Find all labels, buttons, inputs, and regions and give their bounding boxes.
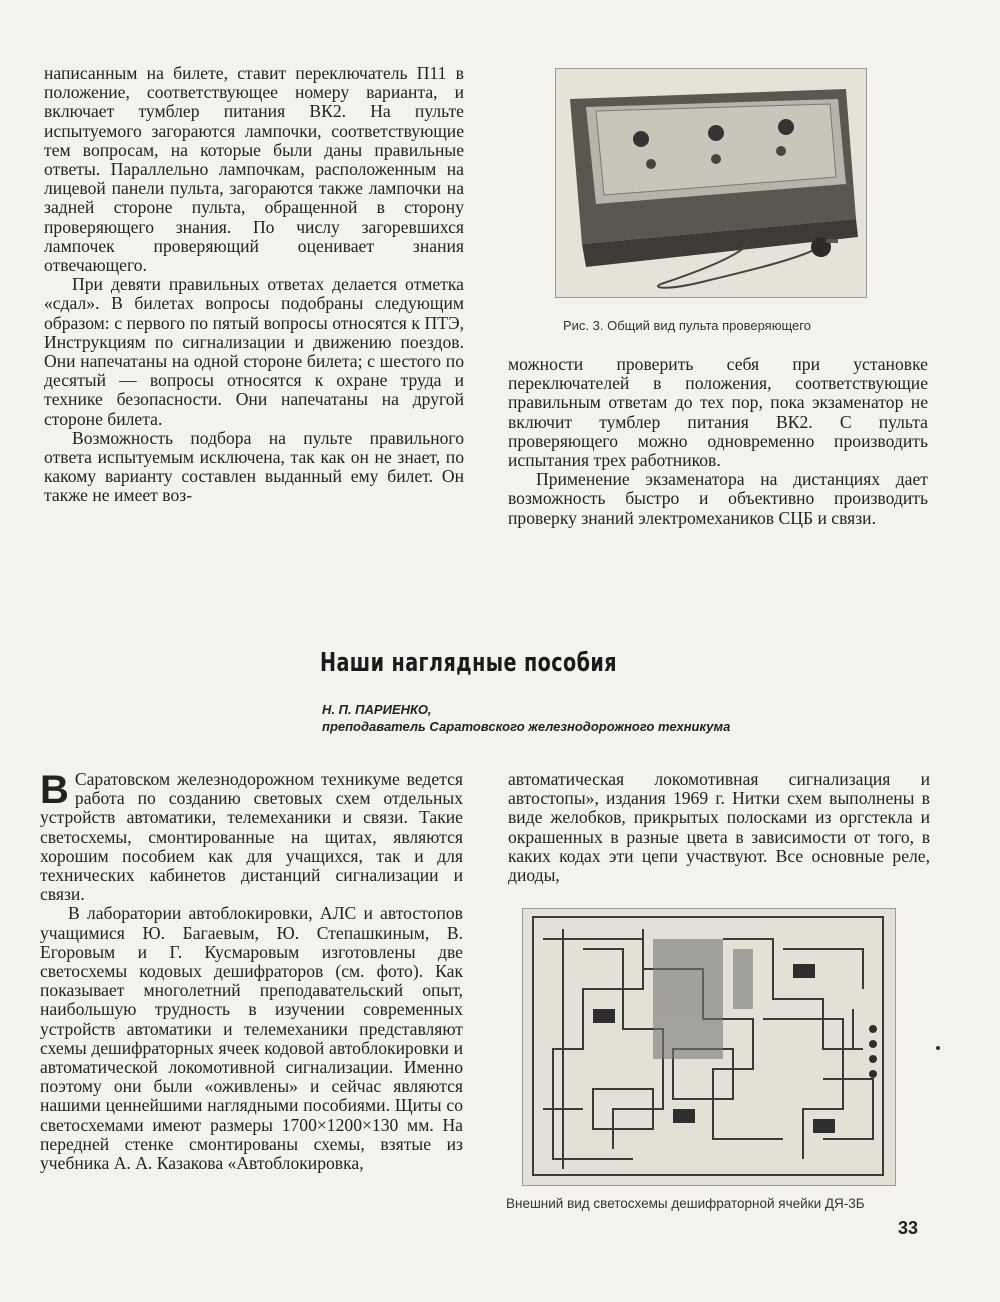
top-right-column: [508, 355, 928, 528]
author-name: Н. П. ПАРИЕНКО,: [322, 702, 432, 717]
paragraph: Возможность подбора на пульте правильного ответа испытуемым исключена, так как он не знает, по какому варианту составлен выданный ему билет. Он также не имеет воз-: [44, 427, 464, 506]
article-right-column: [508, 770, 930, 885]
console-photo: [555, 68, 867, 298]
paragraph: [40, 770, 463, 904]
console-illustration: [556, 69, 866, 297]
author-role: преподаватель Саратовского железнодорожного техникума: [322, 719, 731, 734]
paragraph: Применение экзаменатора на дистанциях дает возможность быстро и объективно производить проверку знаний электромехаников СЦБ и связи.: [508, 469, 928, 528]
figure-caption: Рис. 3. Общий вид пульта проверяющего: [563, 318, 811, 333]
paragraph: При девяти правильных ответах делается отметка «сдал». В билетах вопросы подобраны следующим образом: с первого по пятый вопросы относятся к ПТЭ, Инструкциям по сигнализации и движению поездов. Они напечатаны на одной стороне билета; с шестого по десятый — вопросы относятся к охране труда и технике безопасности. Они напечатаны на другой стороне билета.: [44, 274, 464, 429]
light-scheme-photo: [522, 908, 896, 1186]
paragraph-text: Саратовском железнодорожном техникуме ведется работа по созданию световых схем отдельных устройств автоматики, телемеханики и связи. Такие светосхемы, смонтированные на щитах, являются хорошим пособием как для учащихся, так и для технических кабинетов дистанций сигнализации и связи.: [40, 769, 463, 905]
circuit-board-illustration: [523, 909, 895, 1185]
top-left-column: [44, 64, 464, 506]
paragraph: можности проверить себя при установке переключателей в положения, соответствующие правильным ответам до тех пор, пока экзаменатор не включит тумблер питания ВК2. С пульта проверяющего можно одновременно производить испытания трех работников.: [508, 354, 928, 471]
paragraph: В лаборатории автоблокировки, АЛС и автостопов учащимися Ю. Багаевым, Ю. Степашкиным, В. Егоровым и Г. Кусмаровым изготовлены две светосхемы кодовых дешифраторов (см. фото). Как показывает многолетний преподавательский опыт, наибольшую трудность в изучении современных устройств автоматики и телемеханики представляют схемы дешифраторных ячеек кодовой автоблокировки и автоматической локомотивной сигнализации. Именно поэтому они были «оживлены» и сейчас являются нашими ценнейшими наглядными пособиями. Щиты со светосхемами имеют размеры 1700×1200×130 мм. На передней стенке смонтированы схемы, взятые из учебника А. А. Казакова «Автоблокировка,: [40, 903, 463, 1174]
article-left-column: [40, 770, 463, 1173]
paragraph: написанным на билете, ставит переключатель П11 в положение, соответствующее номеру варианта, и включает тумблер питания ВК2. На пульте испытуемого загораются лампочки, соответствующие тем вопросам, на которые были даны правильные ответы. Параллельно лампочкам, расположенным на лицевой панели пульта, загораются также лампочки на задней стороне пульта, обращенной в сторону проверяющего знания. По числу загоревшихся лампочек проверяющий оценивает знания отвечающего.: [44, 63, 464, 276]
page-number: 33: [898, 1218, 919, 1238]
ink-dot: [936, 1046, 940, 1050]
photo-caption: Внешний вид светосхемы дешифраторной ячейки ДЯ-3Б: [506, 1196, 865, 1211]
paragraph: автоматическая локомотивная сигнализация и автостопы», издания 1969 г. Нитки схем выполнены в виде желобков, прикрытых полосками из оргстекла и окрашенных в разные цвета в зависимости от того, в каких кодах эти цепи участвуют. Все основные реле, диоды,: [508, 769, 930, 886]
article-title: Наши наглядные пособия: [320, 648, 617, 678]
drop-cap: В: [40, 768, 69, 812]
